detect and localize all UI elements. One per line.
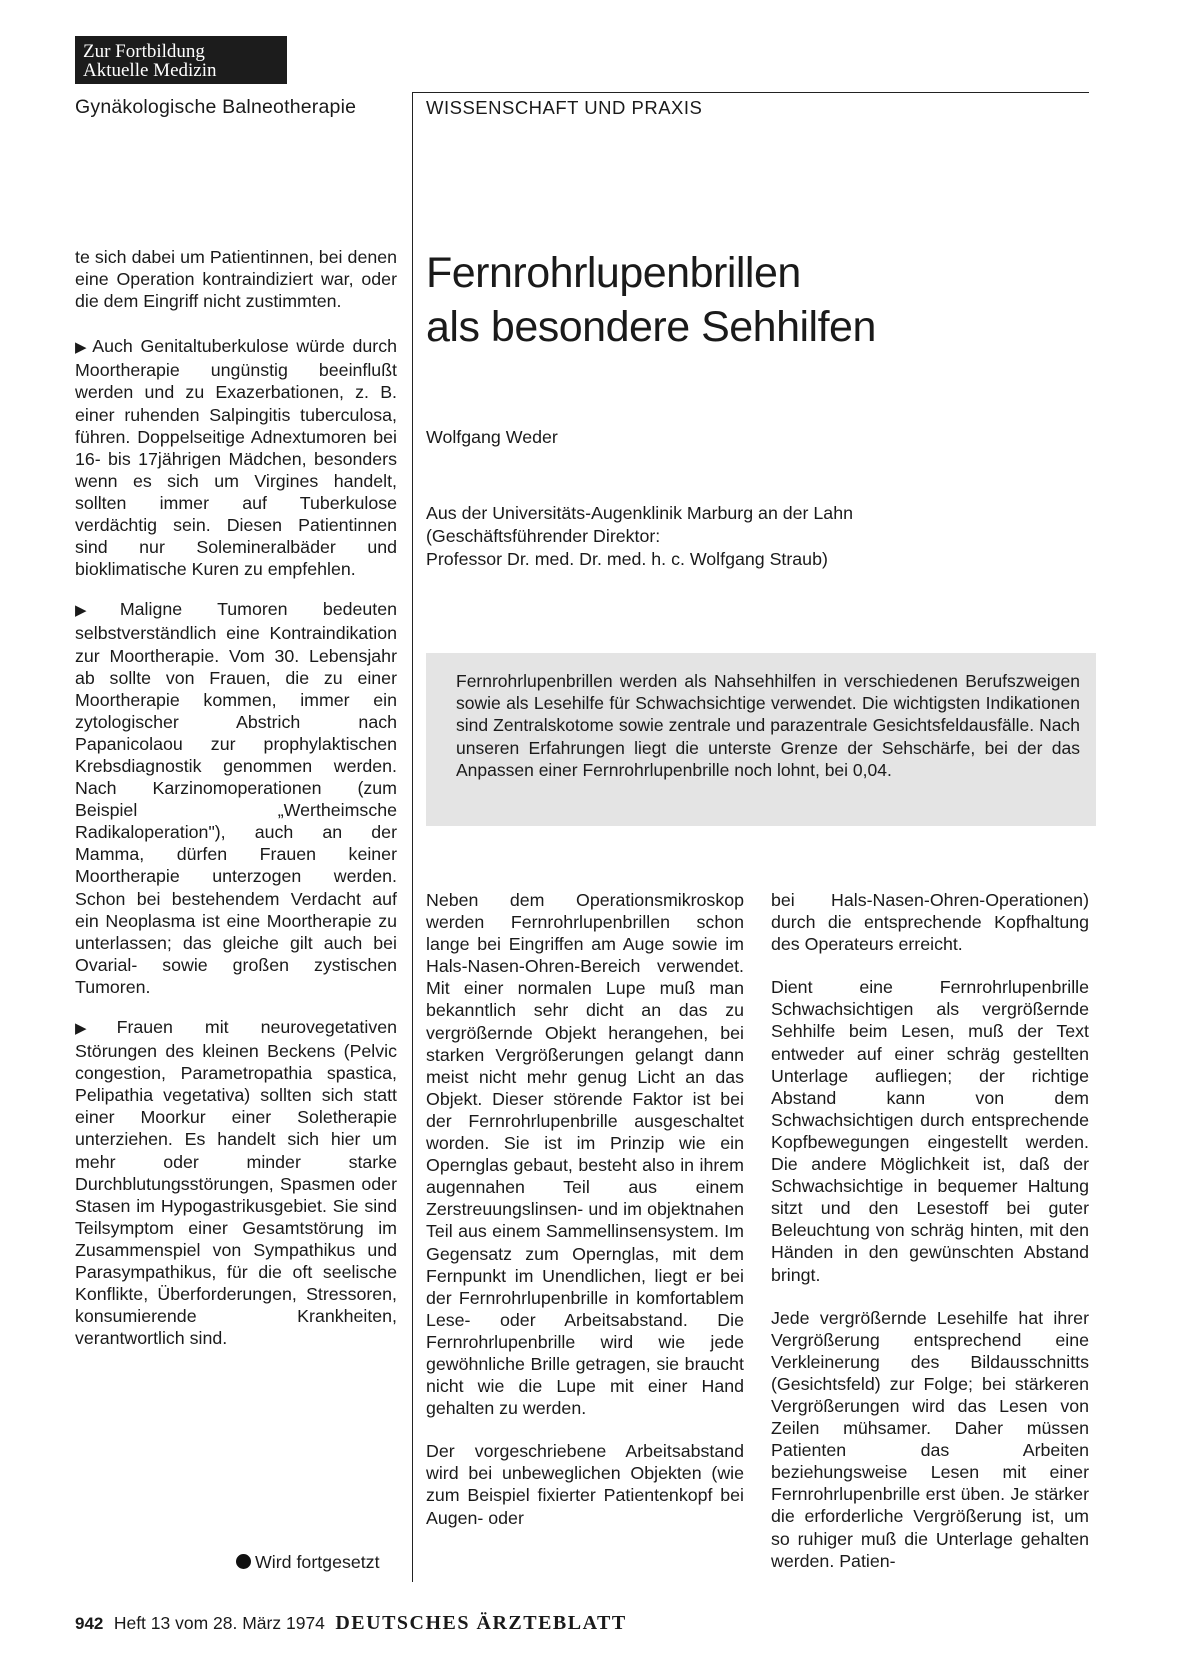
body-paragraph: Jede vergrößernde Lesehilfe hat ihrer Vergrößerung entsprechend eine Verkleinerung des Bildausschnitts (Gesichtsfeld) zur Folge; bei stärkeren Vergrößerungen wird das Lesen von Zeilen mühsamer. Daher müssen Patienten das Arbeiten beziehungsweise Lesen mit einer Fernrohrlupenbrille erst üben. Je stärker die erforderliche Vergrößerung ist, um so ruhiger muß die Unterlage gehalten werden. Patien- — [771, 1307, 1089, 1571]
paragraph-text: Frauen mit neurovegetativen Störungen des kleinen Beckens (Pelvic congestion, Parametropathia spastica, Pelipathia vegetativa) sollten sich statt einer Moorkur einer Soletherapie unterziehen. Es handelt sich hier um mehr oder minder starke Durchblutungsstörungen, Spasmen oder Stasen im Hypogastrikusgebiet. Sie sind Teilsymptom einer Gesamtstörung im Zusammenspiel von Sympathikus und Parasympathikus, für die oft seelische Konflikte, Überforderungen, Stressoren, konsumierende Krankheiten, verantwortlich sind. — [75, 1017, 397, 1349]
body-paragraph: Dient eine Fernrohrlupenbrille Schwachsichtigen als vergrößernde Sehhilfe beim Lesen, muß der Text entweder auf einer schräg gestellten Unterlage aufliegen; der richtige Abstand kann von dem Schwachsichtigen durch entsprechende Kopfbewegungen eingestellt werden. Die andere Möglichkeit ist, daß der Schwachsichtige in bequemer Haltung sitzt und den Lesestoff bei guter Beleuchtung von schräg hinten, mit den Händen in den gewünschten Abstand bringt. — [771, 977, 1089, 1285]
triangle-bullet-icon: ▶ — [75, 1020, 114, 1037]
continued-label: Wird fortgesetzt — [255, 1552, 380, 1572]
body-paragraph: Der vorgeschriebene Arbeitsabstand wird bei unbeweglichen Objekten (wie zum Beispiel fixierter Patientenkopf bei Augen- oder — [426, 1441, 744, 1528]
page-number: 942 — [75, 1614, 104, 1633]
left-column — [75, 246, 397, 1367]
page-footer — [75, 1612, 627, 1635]
left-paragraph — [75, 246, 397, 312]
triangle-bullet-icon: ▶ — [75, 602, 117, 620]
article-author: Wolfgang Weder — [426, 427, 558, 447]
abstract-text: Fernrohrlupenbrillen werden als Nahsehhilfen in verschiedenen Berufszweigen sowie als Lesehilfe für Schwachsichtige verwendet. Die wichtigsten Indikationen sind Zentralskotome sowie zentrale und parazentrale Gesichtsfeldausfälle. Nach unseren Erfahrungen liegt die unterste Grenze der Sehschärfe, bei der das Anpassen einer Fernrohrlupenbrille noch lohnt, bei 0,04. — [456, 671, 1080, 780]
left-paragraph — [75, 335, 397, 580]
article-affiliation — [426, 502, 853, 571]
body-paragraph: bei Hals-Nasen-Ohren-Operationen) durch die entsprechende Kopfhaltung des Operateurs erreicht. — [771, 890, 1089, 955]
affiliation-line: Aus der Universitäts-Augenklinik Marburg an der Lahn — [426, 503, 853, 523]
triangle-bullet-icon: ▶ — [75, 339, 90, 357]
bullet-dot-icon — [236, 1554, 251, 1569]
middle-column — [426, 889, 744, 1550]
journal-name: DEUTSCHES ÄRZTEBLATT — [335, 1612, 627, 1634]
section-badge — [75, 36, 287, 84]
running-head-right: WISSENSCHAFT UND PRAXIS — [426, 97, 703, 118]
left-paragraph — [75, 1016, 397, 1349]
abstract-box — [426, 653, 1096, 826]
title-line-1: Fernrohrlupenbrillen — [426, 249, 801, 297]
running-head-left: Gynäkologische Balneotherapie — [75, 96, 357, 118]
affiliation-line: (Geschäftsführender Direktor: — [426, 526, 661, 546]
continued-note — [236, 1552, 380, 1573]
column-divider — [412, 92, 413, 1582]
right-column — [771, 889, 1089, 1593]
body-paragraph: Neben dem Operationsmikroskop werden Fernrohrlupenbrillen schon lange bei Eingriffen am Auge sowie im Hals-Nasen-Ohren-Bereich verwendet. Mit einer normalen Lupe muß man bekanntlich sehr dicht an das zu vergrößernde Objekt herangehen, bei starken Vergrößerungen gelangt dann meist nicht mehr genug Licht an das Objekt. Dieser störende Faktor ist bei der Fernrohrlupenbrille ausgeschaltet worden. Sie ist im Prinzip wie ein Opernglas gebaut, besteht also in ihrem augennahen Teil aus einem Zerstreuungslinsen- und im objektnahen Teil aus einem Sammellinsensystem. Im Gegensatz zum Opernglas, mit dem Fernpunkt im Unendlichen, liegt er bei der Fernrohrlupenbrille in komfortablem Lese- oder Arbeitsabstand. Die Fernrohrlupenbrille wird wie jede gewöhnliche Brille getragen, sie braucht nicht wie die Lupe mit einer Hand gehalten zu werden. — [426, 890, 744, 1419]
issue-info: Heft 13 vom 28. März 1974 — [113, 1613, 325, 1633]
paragraph-text: Auch Genitaltuberkulose würde durch Moortherapie ungünstig beeinflußt werden und zu Exazerbationen, z. B. einer ruhenden Salpingitis tuberculosa, führen. Doppelseitige Adnextumoren bei 16- bis 17jährigen Mädchen, besonders wenn es sich um Virgines handelt, sollten immer auf Tuberkulose verdächtig sein. Diesen Patientinnen sind nur Solemineralbäder und bioklimatische Kuren zu empfehlen. — [75, 336, 397, 580]
article-title — [426, 246, 876, 354]
affiliation-line: Professor Dr. med. Dr. med. h. c. Wolfgang Straub) — [426, 549, 828, 569]
paragraph-text: Maligne Tumoren bedeuten selbstverständlich eine Kontraindikation zur Moortherapie. Vom 30. Lebensjahr ab sollte von Frauen, die zu einer Moortherapie kommen, immer ein zytologischer Abstrich nach Papanicolaou zur prophylaktischen Krebsdiagnostik genommen werden. Nach Karzinomoperationen (zum Beispiel „Wertheimsche Radikaloperation"), auch an der Mamma, dürfen Frauen keiner Moortherapie unterzogen werden. Schon bei bestehendem Verdacht auf ein Neoplasma ist eine Moortherapie zu unterlassen; das gleiche gilt auch bei Ovarial- sowie großen zystischen Tumoren. — [75, 599, 397, 997]
title-line-2: als besondere Sehhilfen — [426, 303, 876, 351]
badge-line-2: Aktuelle Medizin — [83, 60, 217, 81]
paragraph-text: te sich dabei um Patientinnen, bei denen eine Operation kontraindiziert war, oder die dem Eingriff nicht zustimmten. — [75, 247, 397, 312]
header-rule — [413, 92, 1089, 93]
left-paragraph — [75, 598, 397, 998]
badge-line-1: Zur Fortbildung — [83, 41, 205, 62]
